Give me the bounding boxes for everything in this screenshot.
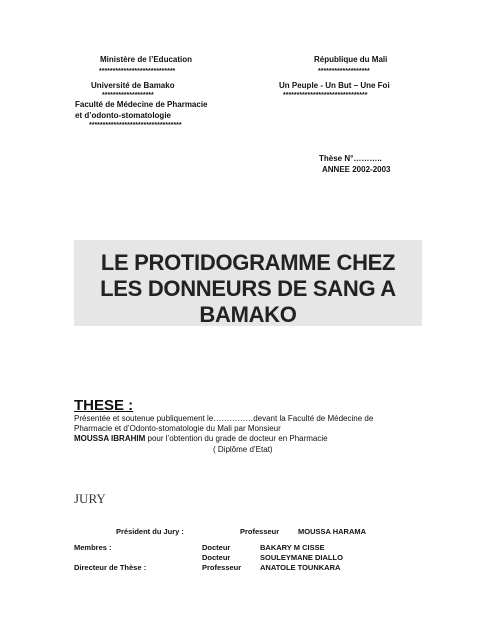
member2-name: SOULEYMANE DIALLO [260,553,343,562]
president-label: Président du Jury : [116,527,184,536]
ministry-separator: **************************** [99,68,176,75]
members-label: Membres : [74,543,112,552]
university-separator: ******************* [102,92,154,99]
diploma-note: ( Diplôme d’Etat) [213,445,273,454]
thesis-number: Thèse N°……….. [319,154,382,163]
title-line-3: BAMAKO [199,302,297,327]
president-name: MOUSSA HARAMA [298,527,367,536]
ministry-name: Ministère de l’Education [100,55,193,64]
these-degree-text: pour l’obtention du grade de docteur en Pharmacie [145,434,328,443]
title-line-1: LE PROTIDOGRAMME CHEZ [100,250,396,275]
republic-name: République du Mali [314,55,388,64]
national-motto: Un Peuple - Un But – Une Foi [279,81,390,90]
motto-separator: ******************************* [283,92,368,99]
member1-title: Docteur [202,543,231,552]
director-label: Directeur de Thèse : [74,563,147,572]
member2-title: Docteur [202,553,231,562]
president-title: Professeur [240,527,280,536]
title-line-2: LES DONNEURS DE SANG A [100,276,396,301]
faculty-separator: ********************************** [89,122,182,129]
faculty-name-line2: et d’odonto-stomatologie [75,111,171,120]
university-name: Université de Bamako [91,81,175,90]
these-presentation-line1: Présentée et soutenue publiquement le……………devant la Faculté de Médecine de [74,414,374,423]
academic-year: ANNEE 2002-2003 [322,165,391,174]
these-presentation-line2: Pharmacie et d’Odonto-stomatologie du Mali par Monsieur [74,424,281,433]
director-name: ANATOLE TOUNKARA [260,563,341,572]
author-name: MOUSSA IBRAHIM [74,434,146,443]
director-title: Professeur [202,563,242,572]
these-presentation-line3 [74,434,328,444]
these-heading: THESE : [74,397,134,414]
jury-heading: JURY [74,491,106,506]
faculty-name-line1: Faculté de Médecine de Pharmacie [75,100,208,109]
republic-separator: ******************* [318,68,370,75]
member1-name: BAKARY M CISSE [260,543,325,552]
